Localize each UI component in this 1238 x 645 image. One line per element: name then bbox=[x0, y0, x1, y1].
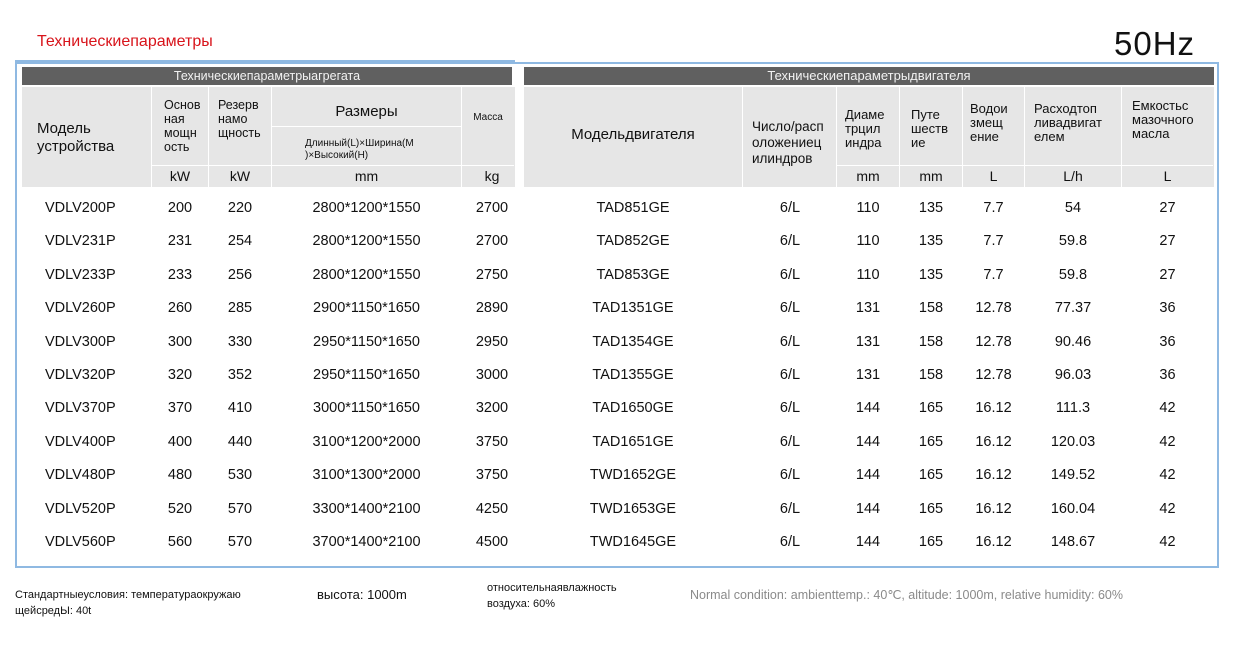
bore-cell: 144 bbox=[855, 534, 881, 550]
fuel-consumption-cell: 111.3 bbox=[1055, 400, 1091, 417]
unit-label: mm bbox=[856, 168, 880, 184]
unit-label: kg bbox=[484, 168, 500, 184]
cylinders-cell: 6/L bbox=[779, 233, 801, 250]
cylinders-cell: 6/L bbox=[779, 467, 801, 484]
model-cell: VDLV231P bbox=[45, 233, 116, 250]
table-row bbox=[0, 192, 1238, 225]
mass-cell: 3200 bbox=[475, 400, 509, 417]
prime-power-cell: 400 bbox=[167, 433, 193, 450]
oil-capacity-cell: 27 bbox=[1159, 266, 1176, 283]
prime-power-cell: 370 bbox=[167, 400, 193, 417]
prime-power-cell: 200 bbox=[167, 200, 193, 216]
unit-label: kW bbox=[169, 168, 191, 184]
unit-label: mm bbox=[919, 168, 943, 184]
stroke-cell: 165 bbox=[918, 534, 944, 550]
dimensions-cell: 3100*1200*2000 bbox=[312, 433, 421, 450]
oil-capacity-cell: 27 bbox=[1159, 233, 1176, 250]
footer-humidity bbox=[487, 580, 617, 612]
dimensions-cell: 3100*1300*2000 bbox=[312, 467, 421, 484]
table-row bbox=[0, 259, 1238, 292]
displacement-cell: 12.78 bbox=[975, 300, 1012, 317]
standby-power-cell: 352 bbox=[227, 367, 253, 383]
engine-model-cell: TAD851GE bbox=[596, 200, 670, 216]
footer-condition-en: Normal condition: ambienttemp.: 40℃, altitude: 1000m, relative humidity: 60% bbox=[690, 588, 1124, 602]
displacement-cell: 16.12 bbox=[975, 467, 1012, 484]
unit-label: L/h bbox=[1063, 168, 1083, 184]
prime-power-cell: 231 bbox=[167, 233, 193, 250]
table-row bbox=[0, 292, 1238, 325]
standby-power-cell: 254 bbox=[227, 233, 253, 250]
displacement-cell: 16.12 bbox=[975, 400, 1012, 417]
table-row bbox=[0, 225, 1238, 258]
cylinders-cell: 6/L bbox=[779, 433, 801, 450]
oil-capacity-cell: 42 bbox=[1159, 400, 1176, 417]
fuel-consumption-cell: 148.67 bbox=[1050, 534, 1096, 550]
prime-power-cell: 480 bbox=[167, 467, 193, 484]
model-header: Модель устройства bbox=[37, 120, 115, 155]
unit-label: L bbox=[1163, 168, 1172, 184]
engine-model-cell: TAD1355GE bbox=[592, 367, 674, 383]
engine-group-header: Техническиепараметрыдвигателя bbox=[524, 67, 1214, 85]
model-cell: VDLV233P bbox=[45, 266, 116, 283]
prime-power-cell: 300 bbox=[167, 333, 193, 350]
cylinders-cell: 6/L bbox=[779, 300, 801, 317]
footer-altitude: высота: 1000m bbox=[317, 587, 407, 602]
standby-power-cell: 285 bbox=[227, 300, 253, 317]
fuel-consumption-cell: 59.8 bbox=[1058, 266, 1088, 283]
dimensions-cell: 3300*1400*2100 bbox=[312, 500, 421, 517]
prime-power-cell: 260 bbox=[167, 300, 193, 317]
dimensions-cell: 2900*1150*1650 bbox=[313, 300, 420, 317]
dimensions-cell: 2800*1200*1550 bbox=[312, 266, 421, 283]
displacement-cell: 12.78 bbox=[975, 367, 1012, 383]
fuel-consumption-cell: 96.03 bbox=[1054, 367, 1092, 383]
table-row bbox=[0, 526, 1238, 559]
fuel-consumption-cell: 160.04 bbox=[1050, 500, 1096, 517]
stroke-cell: 135 bbox=[918, 200, 944, 216]
model-cell: VDLV260P bbox=[45, 300, 116, 317]
model-cell: VDLV300P bbox=[45, 333, 116, 350]
stroke-cell: 135 bbox=[918, 233, 944, 250]
oil-capacity-cell: 36 bbox=[1159, 333, 1176, 350]
model-cell: VDLV320P bbox=[45, 367, 116, 383]
displacement-cell: 7.7 bbox=[983, 266, 1004, 283]
bore-cell: 144 bbox=[855, 433, 881, 450]
displacement-cell: 7.7 bbox=[983, 200, 1004, 216]
prime-power-cell: 560 bbox=[167, 534, 193, 550]
table-row bbox=[0, 426, 1238, 459]
divider bbox=[272, 126, 461, 127]
stroke-cell: 135 bbox=[918, 266, 944, 283]
engine-model-header: Модельдвигателя bbox=[571, 126, 695, 143]
stroke-cell: 165 bbox=[918, 433, 944, 450]
unit-group-header: Техническиепараметрыагрегата bbox=[22, 67, 512, 85]
cylinders-cell: 6/L bbox=[779, 266, 801, 283]
page-title: Техническиепараметры bbox=[37, 33, 213, 50]
model-cell: VDLV400P bbox=[45, 433, 116, 450]
bore-cell: 131 bbox=[855, 367, 881, 383]
displacement-cell: 16.12 bbox=[975, 534, 1012, 550]
footer-humidity-line: относительнаявлажность bbox=[487, 582, 617, 594]
table-row bbox=[0, 459, 1238, 492]
table-row bbox=[0, 359, 1238, 392]
cylinders-header: Число/расп оложениец илиндров bbox=[752, 119, 824, 166]
stroke-cell: 165 bbox=[918, 500, 944, 517]
model-cell: VDLV480P bbox=[45, 467, 116, 484]
fuel-consumption-cell: 120.03 bbox=[1050, 433, 1096, 450]
bore-cell: 110 bbox=[856, 233, 880, 250]
standby-power-cell: 570 bbox=[227, 534, 253, 550]
dimensions-cell: 2950*1150*1650 bbox=[313, 367, 420, 383]
fuel-consumption-cell: 149.52 bbox=[1050, 467, 1096, 484]
oil-capacity-cell: 42 bbox=[1159, 433, 1176, 450]
oil-capacity-cell: 27 bbox=[1159, 200, 1176, 216]
stroke-cell: 165 bbox=[918, 467, 944, 484]
mass-cell: 2700 bbox=[475, 233, 509, 250]
fuel-consumption-cell: 54 bbox=[1064, 200, 1082, 216]
divider bbox=[742, 87, 743, 187]
mass-cell: 2700 bbox=[475, 200, 509, 216]
prime-power-header: Основ ная мощн ость bbox=[164, 98, 201, 154]
frequency-label: 50Hz bbox=[1114, 25, 1196, 62]
oil-capacity-header: Емкостьс мазочного масла bbox=[1132, 98, 1194, 141]
standby-power-cell: 440 bbox=[227, 433, 253, 450]
mass-cell: 3750 bbox=[475, 467, 509, 484]
bore-cell: 131 bbox=[855, 300, 881, 317]
dimensions-cell: 2800*1200*1550 bbox=[312, 233, 421, 250]
dimensions-header: Размеры bbox=[335, 103, 398, 120]
stroke-cell: 158 bbox=[918, 333, 944, 350]
engine-model-cell: TAD1354GE bbox=[592, 333, 674, 350]
mass-cell: 2950 bbox=[475, 333, 509, 350]
mass-cell: 3000 bbox=[475, 367, 509, 383]
oil-capacity-cell: 36 bbox=[1159, 367, 1176, 383]
footer-condition-ru bbox=[15, 587, 241, 619]
footer-condition-line: щейсредЫ: 40t bbox=[15, 605, 92, 617]
cylinders-cell: 6/L bbox=[779, 367, 801, 383]
cylinders-cell: 6/L bbox=[779, 500, 801, 517]
bore-cell: 110 bbox=[856, 200, 880, 216]
mass-cell: 2750 bbox=[475, 266, 509, 283]
unit-label: L bbox=[989, 168, 998, 184]
standby-power-header: Резерв намо щность bbox=[218, 98, 261, 140]
model-cell: VDLV370P bbox=[45, 400, 116, 417]
mass-cell: 2890 bbox=[475, 300, 509, 317]
footer-condition-line: Стандартныеусловия: температураокружаю bbox=[15, 589, 241, 601]
engine-model-cell: TWD1645GE bbox=[589, 534, 677, 550]
bore-cell: 110 bbox=[856, 266, 880, 283]
fuel-consumption-cell: 90.46 bbox=[1054, 333, 1092, 350]
oil-capacity-cell: 36 bbox=[1159, 300, 1176, 317]
standby-power-cell: 220 bbox=[227, 200, 253, 216]
fuel-consumption-cell: 77.37 bbox=[1054, 300, 1092, 317]
model-cell: VDLV200P bbox=[45, 200, 116, 216]
dimensions-cell: 3000*1150*1650 bbox=[313, 400, 420, 417]
mass-header: Масса bbox=[473, 112, 503, 123]
engine-model-cell: TAD1650GE bbox=[592, 400, 674, 417]
standby-power-cell: 570 bbox=[227, 500, 253, 517]
oil-capacity-cell: 42 bbox=[1159, 534, 1176, 550]
model-cell: VDLV560P bbox=[45, 534, 116, 550]
stroke-cell: 158 bbox=[918, 300, 944, 317]
standby-power-cell: 330 bbox=[227, 333, 253, 350]
footer-humidity-line: воздуха: 60% bbox=[487, 598, 556, 610]
oil-capacity-cell: 42 bbox=[1159, 500, 1176, 517]
bore-cell: 131 bbox=[855, 333, 881, 350]
dimensions-cell: 3700*1400*2100 bbox=[312, 534, 421, 550]
cylinders-cell: 6/L bbox=[779, 200, 801, 216]
bore-cell: 144 bbox=[855, 467, 881, 484]
fuel-consumption-cell: 59.8 bbox=[1058, 233, 1088, 250]
stroke-cell: 165 bbox=[918, 400, 944, 417]
mass-cell: 3750 bbox=[475, 433, 509, 450]
bore-header: Диаме трцил индра bbox=[845, 107, 885, 150]
model-cell: VDLV520P bbox=[45, 500, 116, 517]
table-row bbox=[0, 326, 1238, 359]
stroke-header: Путе шеств ие bbox=[911, 107, 949, 150]
displacement-header: Водои змещ ение bbox=[970, 101, 1008, 144]
engine-model-cell: TWD1652GE bbox=[589, 467, 677, 484]
mass-cell: 4250 bbox=[475, 500, 509, 517]
fuel-consumption-header: Расходтоп ливадвигат елем bbox=[1034, 101, 1102, 144]
unit-label: mm bbox=[354, 168, 379, 184]
cylinders-cell: 6/L bbox=[779, 534, 801, 550]
bore-cell: 144 bbox=[855, 400, 881, 417]
table-row bbox=[0, 493, 1238, 526]
engine-model-cell: TAD1651GE bbox=[592, 433, 674, 450]
oil-capacity-cell: 42 bbox=[1159, 467, 1176, 484]
stroke-cell: 158 bbox=[918, 367, 944, 383]
displacement-cell: 16.12 bbox=[975, 500, 1012, 517]
bore-cell: 144 bbox=[855, 500, 881, 517]
prime-power-cell: 320 bbox=[167, 367, 193, 383]
cylinders-cell: 6/L bbox=[779, 333, 801, 350]
prime-power-cell: 520 bbox=[167, 500, 193, 517]
unit-label: kW bbox=[229, 168, 251, 184]
table-row bbox=[0, 392, 1238, 425]
prime-power-cell: 233 bbox=[167, 266, 193, 283]
dimensions-cell: 2950*1150*1650 bbox=[313, 333, 420, 350]
displacement-cell: 12.78 bbox=[975, 333, 1012, 350]
standby-power-cell: 410 bbox=[227, 400, 253, 417]
engine-model-cell: TAD852GE bbox=[596, 233, 670, 250]
cylinders-cell: 6/L bbox=[779, 400, 801, 417]
dimensions-subheader: Длинный(L)×Ширина(M )×Высокий(H) bbox=[305, 138, 414, 161]
standby-power-cell: 530 bbox=[227, 467, 253, 484]
displacement-cell: 7.7 bbox=[983, 233, 1004, 250]
engine-model-cell: TWD1653GE bbox=[589, 500, 677, 517]
engine-model-cell: TAD853GE bbox=[596, 266, 670, 283]
standby-power-cell: 256 bbox=[227, 266, 253, 283]
engine-model-cell: TAD1351GE bbox=[592, 300, 674, 317]
mass-cell: 4500 bbox=[475, 534, 509, 550]
dimensions-cell: 2800*1200*1550 bbox=[312, 200, 421, 216]
displacement-cell: 16.12 bbox=[975, 433, 1012, 450]
